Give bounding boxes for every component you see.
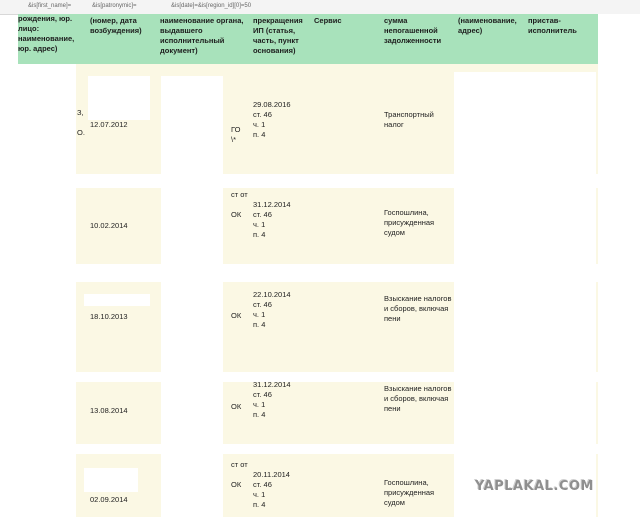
watermark: YAPLAKAL.COM bbox=[475, 479, 594, 494]
debtor-fragment: З, О. bbox=[77, 108, 85, 137]
table-row bbox=[18, 382, 598, 444]
column-header-document: наименование органа, выдавшего исполнительный документ) bbox=[160, 16, 244, 55]
redacted-block bbox=[454, 188, 596, 264]
redacted-block bbox=[84, 468, 138, 492]
redacted-block bbox=[161, 454, 223, 517]
end-article: ст. 46 ч. 1 п. 4 bbox=[253, 480, 272, 509]
url-fragment: &is[patronymic]= bbox=[92, 3, 137, 9]
debt-subject: Госпошлина, присужденная судом bbox=[384, 478, 435, 507]
ip-date: 02.09.2014 bbox=[90, 495, 128, 504]
document-fragment: ГО \* bbox=[231, 125, 241, 144]
debt-subject: Взыскание налогов и сборов, включая пени bbox=[384, 384, 452, 413]
url-fragment: &is[first_name]= bbox=[28, 3, 72, 9]
document-fragment: ст от ОК bbox=[231, 190, 248, 219]
url-bar[interactable] bbox=[0, 0, 640, 15]
ip-date: 12.07.2012 bbox=[90, 120, 128, 129]
url-fragment: &is[date]=&is[region_id][0]=50 bbox=[171, 3, 252, 9]
document-fragment: ОК bbox=[231, 311, 242, 320]
redacted-block bbox=[18, 282, 76, 372]
redacted-block bbox=[454, 382, 596, 444]
redacted-block bbox=[161, 282, 223, 372]
redacted-block bbox=[454, 72, 596, 174]
ip-date: 13.08.2014 bbox=[90, 406, 128, 415]
redacted-block bbox=[84, 294, 150, 306]
enforcement-table bbox=[18, 14, 598, 517]
ip-date: 10.02.2014 bbox=[90, 221, 128, 230]
column-header-end-date: прекращения ИП (статья, часть, пункт основания) bbox=[253, 16, 303, 55]
right-blank-area bbox=[598, 14, 640, 517]
debt-subject: Транспортный налог bbox=[384, 110, 434, 129]
column-header-debtor: рождения, юр. лицо: наименование, юр. адрес) bbox=[18, 14, 75, 53]
ip-date: 18.10.2013 bbox=[90, 312, 128, 321]
redacted-block bbox=[18, 188, 76, 264]
column-header-service: Сервис bbox=[314, 16, 342, 25]
end-article: ст. 46 ч. 1 п. 4 bbox=[253, 110, 272, 139]
redacted-block bbox=[161, 188, 223, 264]
end-date: 20.11.2014 bbox=[253, 470, 290, 479]
column-header-ip: (номер, дата возбуждения) bbox=[90, 16, 142, 35]
column-header-debt-amount: сумма непогашенной задолженности bbox=[384, 16, 442, 45]
column-header-bailiff: пристав- исполнитель bbox=[528, 16, 577, 35]
redacted-block bbox=[18, 382, 76, 444]
redacted-block bbox=[18, 454, 76, 517]
end-date: 31.12.2014 bbox=[253, 380, 291, 389]
debt-subject: Госпошлина, присужденная судом bbox=[384, 208, 435, 237]
table-row bbox=[18, 282, 598, 372]
redacted-block bbox=[88, 76, 150, 120]
end-date: 29.08.2016 bbox=[253, 100, 291, 109]
table-header bbox=[18, 14, 598, 64]
end-article: ст. 46 ч. 1 п. 4 bbox=[253, 300, 272, 329]
end-article: ст. 46 ч. 1 п. 4 bbox=[253, 210, 272, 239]
document-fragment: ОК bbox=[231, 402, 242, 411]
redacted-block bbox=[161, 382, 223, 444]
table-row bbox=[18, 64, 598, 174]
end-article: ст. 46 ч. 1 п. 4 bbox=[253, 390, 272, 419]
table-row bbox=[18, 188, 598, 264]
debt-subject: Взыскание налогов и сборов, включая пени bbox=[384, 294, 452, 323]
redacted-block bbox=[454, 282, 596, 372]
redacted-block bbox=[18, 64, 76, 174]
column-header-department: (наименование, адрес) bbox=[458, 16, 517, 35]
end-date: 22.10.2014 bbox=[253, 290, 291, 299]
end-date: 31.12.2014 bbox=[253, 200, 291, 209]
redacted-block bbox=[161, 76, 223, 174]
document-fragment: ст от ОК bbox=[231, 460, 248, 489]
